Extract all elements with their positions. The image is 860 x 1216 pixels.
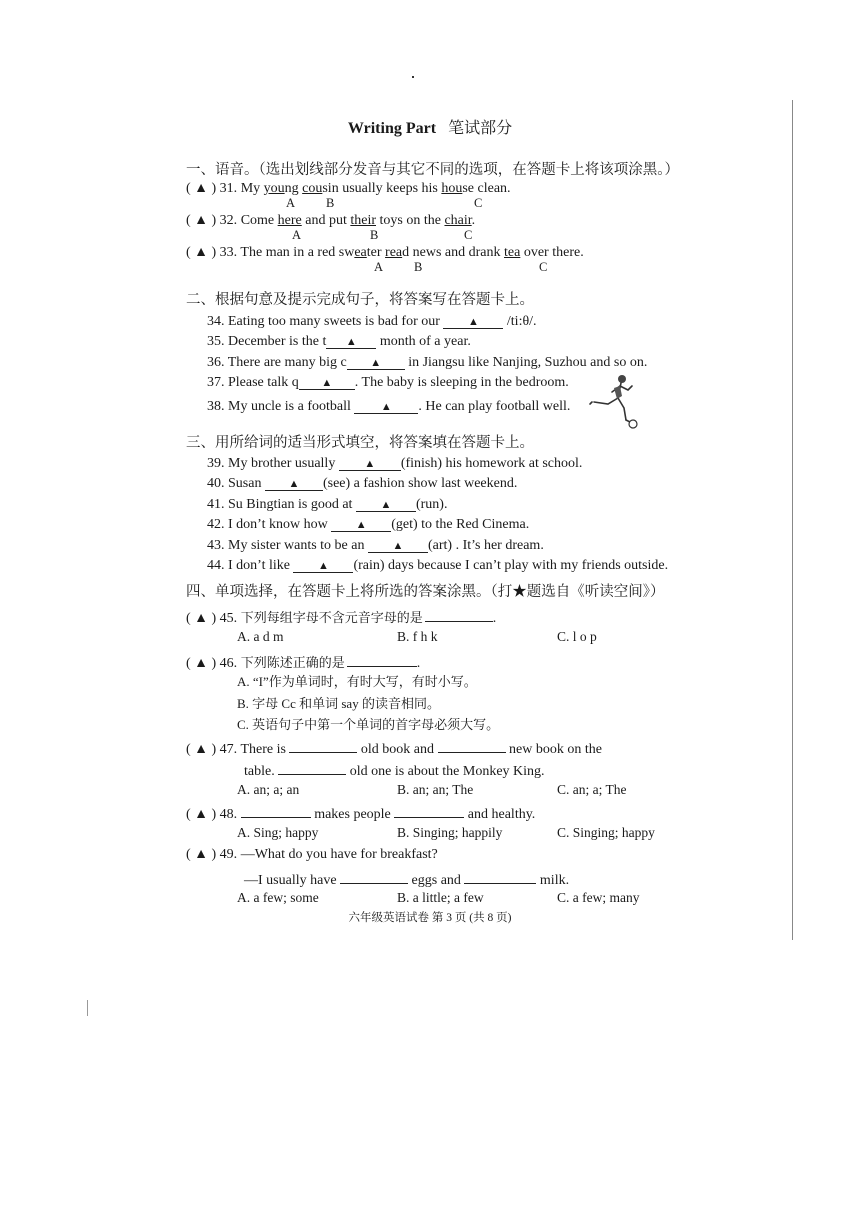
question-33: ( ▲ ) 33. The man in a red sweater read news and drank tea over there. bbox=[186, 245, 584, 260]
answer-blank bbox=[464, 870, 536, 884]
option-a: A. a few; some bbox=[237, 890, 319, 905]
option-label-b: B bbox=[414, 260, 423, 274]
question-39: 39. My brother usually ▲ (finish) his homework at school. bbox=[207, 456, 583, 471]
option-a: A. an; a; an bbox=[237, 782, 300, 797]
answer-blank bbox=[347, 653, 417, 667]
question-45: ( ▲ ) 45. 下列每组字母不含元音字母的是 . bbox=[186, 608, 496, 626]
question-40: 40. Susan ▲ (see) a fashion show last weekend. bbox=[207, 476, 518, 491]
option-label-c: C bbox=[539, 260, 548, 274]
football-player-illustration bbox=[588, 372, 644, 430]
option-a: A. “I”作为单词时，有时大写，有时小写。 bbox=[237, 674, 477, 689]
underlined-a: you bbox=[263, 181, 285, 196]
answer-blank: ▲ bbox=[354, 400, 418, 414]
answer-blank: ▲ bbox=[443, 315, 503, 329]
scan-edge-line bbox=[792, 100, 793, 940]
question-41: 41. Su Bingtian is good at ▲ (run). bbox=[207, 497, 448, 512]
option-c: C. a few; many bbox=[557, 890, 640, 905]
question-47-line-2: table. old one is about the Monkey King. bbox=[244, 761, 545, 779]
scan-edge-mark bbox=[87, 1000, 88, 1016]
answer-blank: ▲ bbox=[356, 498, 416, 512]
answer-blank: ▲ bbox=[299, 376, 355, 390]
option-b: B. f h k bbox=[397, 629, 438, 644]
answer-blank: ▲ bbox=[368, 539, 428, 553]
underlined-c: tea bbox=[504, 245, 521, 260]
question-46: ( ▲ ) 46. 下列陈述正确的是 . bbox=[186, 653, 420, 671]
answer-blank: ▲ bbox=[293, 559, 353, 573]
answer-blank: ▲ bbox=[331, 518, 391, 532]
question-44: 44. I don’t like ▲ (rain) days because I can’t play with my friends outside. bbox=[207, 558, 669, 573]
question-35: 35. December is the t ▲ month of a year. bbox=[207, 334, 471, 349]
question-number: ( ▲ ) 31. bbox=[186, 181, 238, 196]
option-label-a: A bbox=[292, 228, 302, 242]
answer-blank: ▲ bbox=[326, 335, 376, 349]
question-49-line-2: —I usually have eggs and milk. bbox=[244, 870, 569, 888]
answer-blank bbox=[278, 761, 346, 775]
question-37: 37. Please talk q ▲ . The baby is sleeping in the bedroom. bbox=[207, 375, 569, 390]
option-label-a: A bbox=[286, 196, 296, 210]
option-c: C. an; a; The bbox=[557, 782, 627, 797]
option-a: A. a d m bbox=[237, 629, 284, 644]
question-47: ( ▲ ) 47. There is old book and new book on the bbox=[186, 739, 602, 757]
option-b: B. Singing; happily bbox=[397, 825, 503, 840]
underlined-a: here bbox=[277, 213, 302, 228]
section-2-heading: 二、根据句意及提示完成句子，将答案写在答题卡上。 bbox=[186, 292, 534, 308]
title-english: Writing Part bbox=[347, 120, 437, 137]
answer-blank bbox=[438, 739, 506, 753]
question-36: 36. There are many big c ▲ in Jiangsu like Nanjing, Suzhou and so on. bbox=[207, 355, 648, 370]
title-chinese: 笔试部分 bbox=[448, 120, 513, 137]
option-c: C. 英语句子中第一个单词的首字母必须大写。 bbox=[237, 717, 500, 732]
option-a: A. Sing; happy bbox=[237, 825, 319, 840]
option-label-c: C bbox=[474, 196, 483, 210]
underlined-b: their bbox=[350, 213, 376, 228]
option-label-b: B bbox=[370, 228, 379, 242]
option-b: B. an; an; The bbox=[397, 782, 474, 797]
answer-blank bbox=[340, 870, 408, 884]
question-49: ( ▲ ) 49. —What do you have for breakfast? bbox=[186, 847, 438, 862]
answer-blank bbox=[425, 608, 493, 622]
option-c: C. l o p bbox=[557, 629, 597, 644]
answer-blank bbox=[289, 739, 357, 753]
option-label-a: A bbox=[374, 260, 384, 274]
question-number: ( ▲ ) 48. bbox=[186, 807, 238, 822]
option-b: B. 字母 Cc 和单词 say 的读音相同。 bbox=[237, 696, 440, 711]
scan-speck bbox=[412, 76, 414, 78]
question-42: 42. I don’t know how ▲ (get) to the Red Cinema. bbox=[207, 517, 530, 532]
question-number: ( ▲ ) 47. bbox=[186, 742, 238, 757]
question-48: ( ▲ ) 48. makes people and healthy. bbox=[186, 804, 535, 822]
underlined-a: ea bbox=[354, 245, 367, 260]
option-c: C. Singing; happy bbox=[557, 825, 655, 840]
question-34: 34. Eating too many sweets is bad for our ▲ /ti:θ/. bbox=[207, 314, 537, 329]
question-number: ( ▲ ) 46. bbox=[186, 656, 238, 671]
underlined-c: hou bbox=[441, 181, 463, 196]
page-footer: 六年级英语试卷 第 3 页 (共 8 页) bbox=[348, 912, 512, 924]
underlined-b: cou bbox=[302, 181, 323, 196]
question-38: 38. My uncle is a football ▲ . He can play football well. bbox=[207, 399, 571, 414]
question-number: ( ▲ ) 33. bbox=[186, 245, 238, 260]
answer-blank bbox=[394, 804, 464, 818]
section-1-heading: 一、语音。（选出划线部分发音与其它不同的选项，在答题卡上将该项涂黑。） bbox=[186, 162, 679, 178]
underlined-b: rea bbox=[385, 245, 403, 260]
question-number: ( ▲ ) 49. bbox=[186, 847, 238, 862]
option-label-b: B bbox=[326, 196, 335, 210]
question-number: ( ▲ ) 32. bbox=[186, 213, 238, 228]
underlined-c: chair bbox=[444, 213, 472, 228]
answer-blank: ▲ bbox=[339, 457, 401, 471]
option-b: B. a little; a few bbox=[397, 890, 484, 905]
page-title bbox=[0, 121, 860, 137]
question-31: ( ▲ ) 31. My young cousin usually keeps his house clean. bbox=[186, 181, 511, 196]
answer-blank: ▲ bbox=[347, 356, 405, 370]
section-3-heading: 三、用所给词的适当形式填空，将答案填在答题卡上。 bbox=[186, 435, 534, 451]
answer-blank: ▲ bbox=[265, 477, 323, 491]
question-number: ( ▲ ) 45. bbox=[186, 611, 238, 626]
question-32: ( ▲ ) 32. Come here and put their toys on the chair. bbox=[186, 213, 476, 228]
section-4-heading: 四、单项选择，在答题卡上将所选的答案涂黑。（打★题选自《听读空间》） bbox=[186, 584, 665, 600]
answer-blank bbox=[241, 804, 311, 818]
option-label-c: C bbox=[464, 228, 473, 242]
question-43: 43. My sister wants to be an ▲ (art) . It’s her dream. bbox=[207, 538, 544, 553]
